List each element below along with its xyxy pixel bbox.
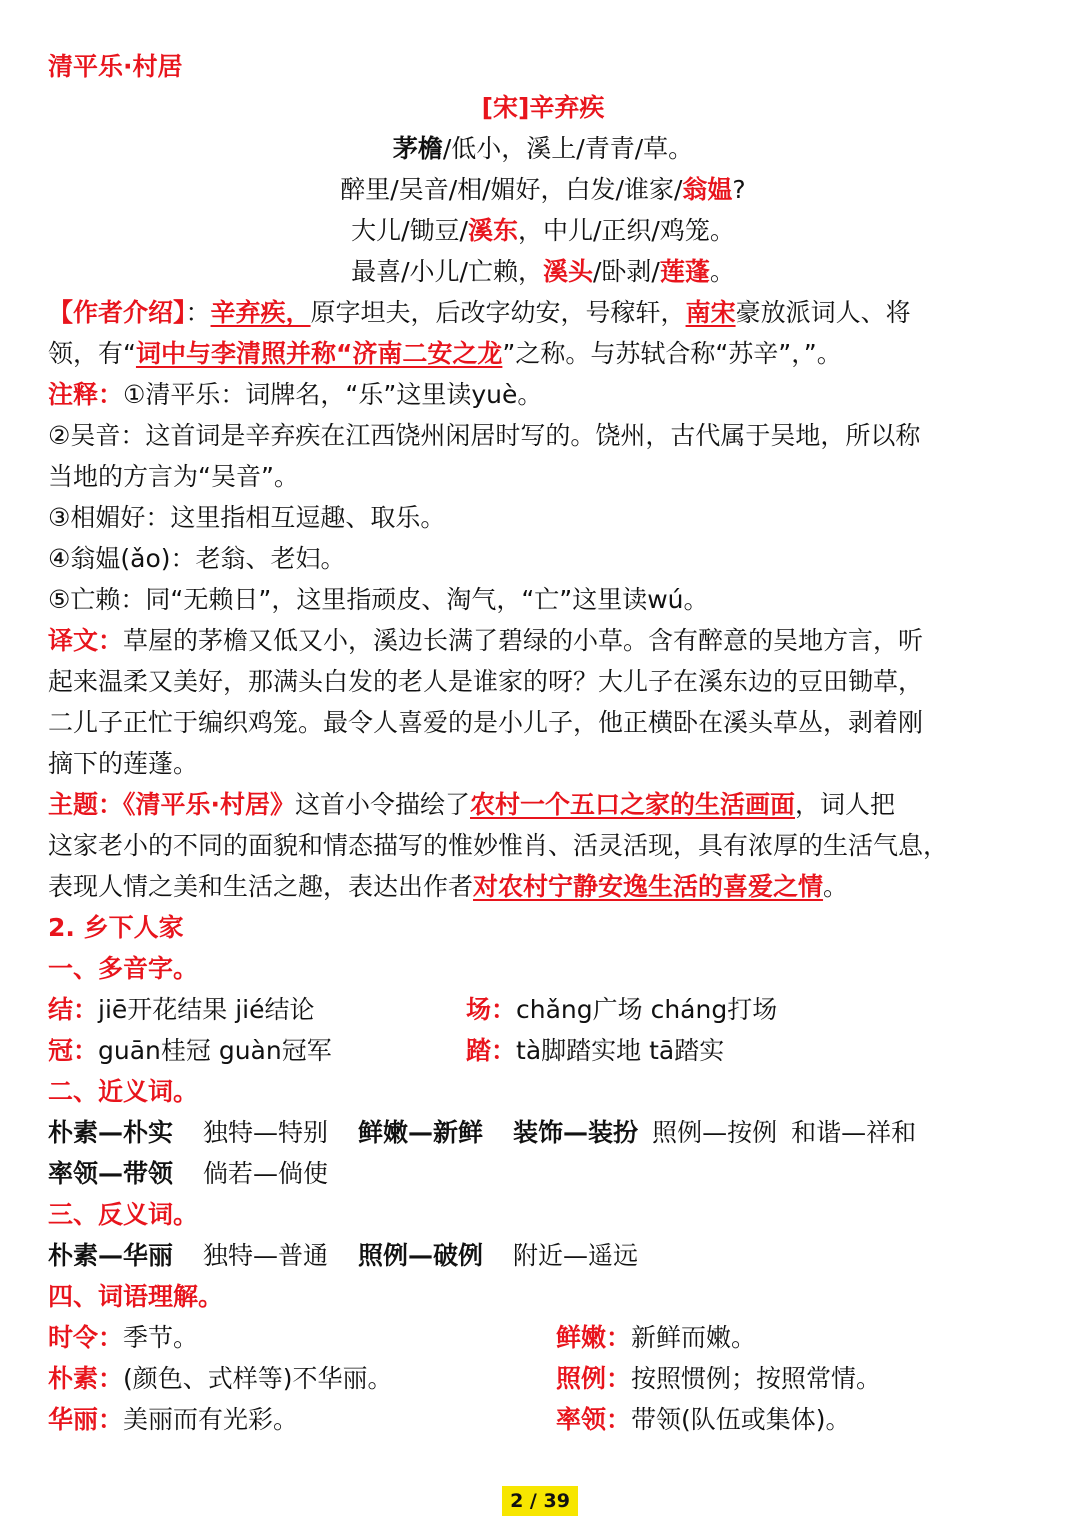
theme-line-3	[48, 866, 1038, 907]
translation-line-4: 摘下的莲蓬。	[48, 749, 199, 778]
item-text: 季节。	[123, 1323, 199, 1352]
note-1	[48, 374, 1038, 415]
fame-keyword: 词中与李清照并称“济南二安之龙	[135, 339, 503, 368]
vocab-row	[48, 1358, 1038, 1399]
polyphone-row	[48, 989, 1038, 1030]
vocab-item	[48, 1358, 556, 1399]
item-label: 鲜嫩：	[556, 1323, 632, 1352]
poem-title: 清平乐·村居	[48, 52, 183, 81]
item-label: 时令：	[48, 1323, 124, 1352]
note-2b: 当地的方言为“吴音”。	[48, 462, 299, 491]
poem-text: 最喜/小儿/亡赖，	[351, 257, 543, 286]
poem-text: ，中儿/正织/鸡笼。	[518, 216, 735, 245]
polyphone-row	[48, 1030, 1038, 1071]
poem-line-3	[48, 210, 1038, 251]
text: 领，有“	[48, 339, 136, 368]
poem-keyword: 莲蓬	[659, 257, 710, 286]
note-3: ③相媚好：这里指相互逗趣、取乐。	[48, 503, 446, 532]
section-label: 注释：	[48, 380, 124, 409]
vocab-row	[48, 1399, 1038, 1440]
polyphone-item	[466, 1030, 724, 1071]
item-label: 冠：	[48, 1036, 99, 1065]
polyphone-item	[48, 989, 466, 1030]
translation-text: 草屋的茅檐又低又小，溪边长满了碧绿的小草。含有醉意的吴地方言，听	[123, 626, 924, 655]
poem-text: ?	[732, 175, 746, 204]
item-label: 踏：	[466, 1036, 517, 1065]
poem-text: 大儿/锄豆/	[351, 216, 468, 245]
synonym-row	[48, 1153, 1038, 1194]
poem-author: [宋]辛弃疾	[481, 93, 605, 122]
antonym-pair: 朴素—华丽	[48, 1241, 174, 1270]
note-5: ⑤亡赖：同“无赖日”，这里指顽皮、淘气，“亡”这里读wú。	[48, 585, 709, 614]
item-label: 朴素：	[48, 1364, 124, 1393]
translation-line-3: 二儿子正忙于编织鸡笼。最令人喜爱的是小儿子，他正横卧在溪头草丛，剥着刚	[48, 708, 924, 737]
poem-text: /卧剥/	[592, 257, 660, 286]
author-intro-line-1	[48, 292, 1038, 333]
poem-text: 。	[709, 257, 735, 286]
synonym-pair: 率领—带领	[48, 1159, 174, 1188]
synonym-pair: 倘若—倘使	[203, 1159, 329, 1188]
theme-text: 。	[823, 872, 849, 901]
poem-keyword: 溪头	[542, 257, 593, 286]
poem-text: 醉里/吴音/相/媚好，白发/谁家/	[340, 175, 683, 204]
synonym-pair: 照例—按例	[652, 1118, 778, 1147]
item-text: (颜色、式样等)不华丽。	[123, 1364, 393, 1393]
poem-word: 茅檐	[392, 134, 443, 163]
poem-line-4	[48, 251, 1038, 292]
synonym-pair: 独特—特别	[203, 1118, 329, 1147]
poem-line-2	[48, 169, 1038, 210]
vocab-item	[556, 1317, 756, 1358]
item-label: 结：	[48, 995, 99, 1024]
synonym-pair: 和谐—祥和	[791, 1118, 917, 1147]
vocab-item	[48, 1399, 556, 1440]
theme-keyword: 农村一个五口之家的生活画面	[470, 790, 796, 819]
text: ：	[185, 298, 211, 327]
section-heading: 一、多音字。	[48, 954, 199, 983]
item-text: 带领(队伍或集体)。	[631, 1405, 851, 1434]
antonym-pair: 附近—遥远	[513, 1241, 639, 1270]
poem-keyword: 溪东	[467, 216, 518, 245]
item-text: 新鲜而嫩。	[631, 1323, 757, 1352]
author-name: 辛弃疾，	[210, 298, 311, 327]
item-label: 场：	[466, 995, 517, 1024]
vocab-row	[48, 1317, 1038, 1358]
theme-keyword: 对农村宁静安逸生活的喜爱之情	[473, 872, 824, 901]
synonym-pair: 朴素—朴实	[48, 1118, 174, 1147]
translation-line-2: 起来温柔又美好，那满头白发的老人是谁家的呀？大儿子在溪东边的豆田锄草，	[48, 667, 924, 696]
section-label: 译文：	[48, 626, 124, 655]
vocab-item	[556, 1358, 881, 1399]
item-text: tà脚踏实地 tā踏实	[516, 1036, 725, 1065]
poem-text: /低小，溪上/青青/草。	[442, 134, 694, 163]
note-2a: ②吴音：这首词是辛弃疾在江西饶州闲居时写的。饶州，古代属于吴地，所以称	[48, 421, 921, 450]
page-number: 2 / 39	[502, 1486, 578, 1516]
item-text: 按照惯例；按照常情。	[631, 1364, 882, 1393]
polyphone-item	[48, 1030, 466, 1071]
item-label: 率领：	[556, 1405, 632, 1434]
theme-line-1	[48, 784, 1038, 825]
text: 豪放派词人、将	[735, 298, 911, 327]
poem-keyword: 翁媪	[682, 175, 733, 204]
theme-text: 表现人情之美和生活之趣，表达出作者	[48, 872, 474, 901]
polyphone-item	[466, 989, 777, 1030]
note-4: ④翁媪(ǎo)：老翁、老妇。	[48, 544, 346, 573]
section-label: 【作者介绍】	[48, 298, 186, 327]
theme-text: ，词人把	[795, 790, 896, 819]
antonym-pair: 照例—破例	[358, 1241, 484, 1270]
theme-line-2: 这家老小的不同的面貌和情态描写的惟妙惟肖、活灵活现，具有浓厚的生活气息，	[48, 831, 949, 860]
synonym-row	[48, 1112, 1038, 1153]
section-heading: 二、近义词。	[48, 1077, 199, 1106]
synonym-pair: 鲜嫩—新鲜	[358, 1118, 484, 1147]
item-label: 华丽：	[48, 1405, 124, 1434]
poem-line-1	[48, 128, 1038, 169]
era-keyword: 南宋	[685, 298, 736, 327]
synonym-pair: 装饰—装扮	[513, 1118, 639, 1147]
text: 原字坦夫，后改字幼安，号稼轩，	[310, 298, 686, 327]
item-text: jiē开花结果 jié结论	[98, 995, 315, 1024]
antonym-row	[48, 1235, 1038, 1276]
antonym-pair: 独特—普通	[203, 1241, 329, 1270]
item-text: 美丽而有光彩。	[123, 1405, 299, 1434]
document-page	[48, 46, 1038, 1440]
page-footer	[0, 1486, 1080, 1516]
item-text: guān桂冠 guàn冠军	[98, 1036, 332, 1065]
section-heading: 三、反义词。	[48, 1200, 199, 1229]
author-intro-line-2	[48, 333, 1038, 374]
translation-line-1	[48, 620, 1038, 661]
vocab-item	[556, 1399, 851, 1440]
item-text: chǎng广场 cháng打场	[516, 995, 778, 1024]
section-heading: 四、词语理解。	[48, 1282, 224, 1311]
vocab-item	[48, 1317, 556, 1358]
text: ”之称。与苏轼合称“苏辛”，”。	[502, 339, 842, 368]
note-text: ①清平乐：词牌名，“乐”这里读yuè。	[123, 380, 543, 409]
lesson-title: 2. 乡下人家	[48, 913, 184, 942]
item-label: 照例：	[556, 1364, 632, 1393]
theme-text: 这首小令描绘了	[295, 790, 471, 819]
section-label: 主题：《清平乐·村居》	[48, 790, 295, 819]
